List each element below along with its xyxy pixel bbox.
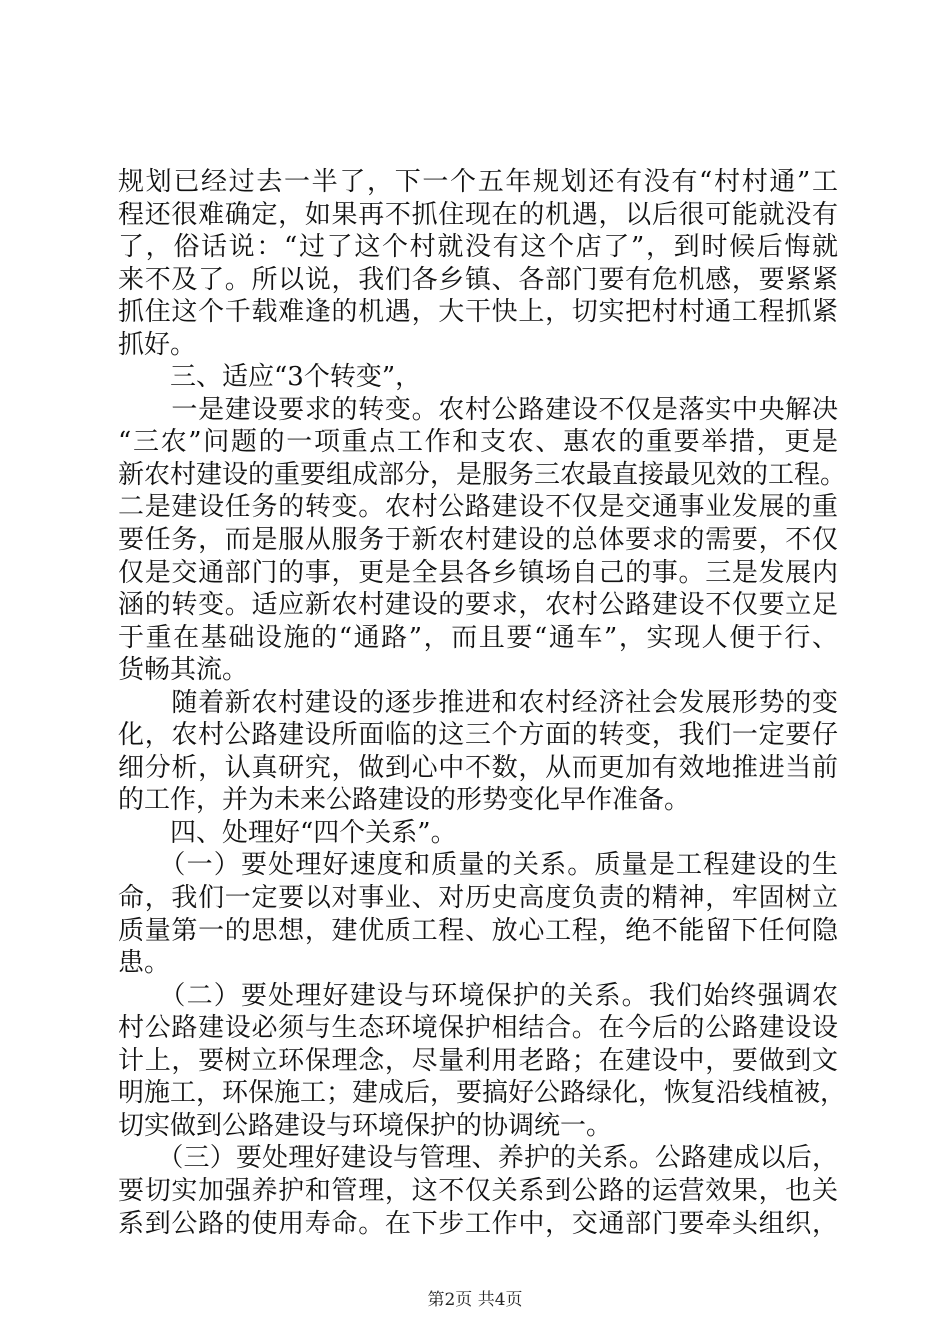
text-line: 患。 — [118, 948, 171, 979]
text-line: 一是建设要求的转变。农村公路建设不仅是落实中央解决 — [118, 394, 838, 425]
document-body — [118, 166, 847, 1240]
text-line: 系到公路的使用寿命。在下步工作中，交通部门要牵头组织， — [118, 1208, 838, 1239]
text-line: 抓住这个千载难逢的机遇，大干快上，切实把村村通工程抓紧 — [118, 297, 838, 328]
text-line: 随着新农村建设的逐步推进和农村经济社会发展形势的变 — [118, 687, 838, 718]
text-line: 化，农村公路建设所面临的这三个方面的转变，我们一定要仔 — [118, 720, 838, 751]
text-line: “三农”问题的一项重点工作和支农、惠农的重要举措，更是 — [118, 427, 838, 458]
text-line: 命，我们一定要以对事业、对历史高度负责的精神，牢固树立 — [118, 883, 838, 914]
text-line: 货畅其流。 — [118, 655, 249, 686]
text-line: 涵的转变。适应新农村建设的要求，农村公路建设不仅要立足 — [118, 590, 838, 621]
text-line: 切实做到公路建设与环境保护的协调统一。 — [118, 1110, 613, 1141]
section-heading: 三、适应“3个转变”， — [118, 362, 422, 393]
text-line: 细分析，认真研究，做到心中不数，从而更加有效地推进当前 — [118, 752, 838, 783]
text-line: （三）要处理好建设与管理、养护的关系。公路建成以后， — [118, 1143, 838, 1174]
section-heading: 四、处理好“四个关系”。 — [118, 817, 457, 848]
text-line: 明施工，环保施工；建成后，要搞好公路绿化，恢复沿线植被， — [118, 1078, 847, 1109]
text-line: 的工作，并为未来公路建设的形势变化早作准备。 — [118, 785, 691, 816]
text-line: 要任务，而是服从服务于新农村建设的总体要求的需要，不仅 — [118, 525, 838, 556]
text-line: 程还很难确定，如果再不抓住现在的机遇，以后很可能就没有 — [118, 199, 838, 230]
page-number-footer: 第2页 共4页 — [427, 1290, 523, 1310]
text-line: 规划已经过去一半了，下一个五年规划还有没有“村村通”工 — [118, 167, 838, 197]
text-line: （二）要处理好建设与环境保护的关系。我们始终强调农 — [118, 980, 838, 1011]
text-line: 仅是交通部门的事，更是全县各乡镇场自己的事。三是发展内 — [118, 557, 838, 588]
text-line: 质量第一的思想，建优质工程、放心工程，绝不能留下任何隐 — [118, 915, 838, 946]
text-line: 新农村建设的重要组成部分，是服务三农最直接最见效的工程。 — [118, 459, 847, 490]
text-line: 于重在基础设施的“通路”，而且要“通车”，实现人便于行、 — [118, 622, 838, 653]
text-line: 了，俗话说：“过了这个村就没有这个店了”，到时候后悔就 — [118, 232, 838, 263]
text-line: 村公路建设必须与生态环境保护相结合。在今后的公路建设设 — [118, 1013, 838, 1044]
text-line: 计上，要树立环保理念，尽量利用老路；在建设中，要做到文 — [118, 1045, 838, 1076]
text-line: 抓好。 — [118, 329, 197, 360]
text-line: 二是建设任务的转变。农村公路建设不仅是交通事业发展的重 — [118, 492, 838, 523]
text-line: （一）要处理好速度和质量的关系。质量是工程建设的生 — [118, 850, 838, 881]
text-line: 来不及了。所以说，我们各乡镇、各部门要有危机感，要紧紧 — [118, 264, 838, 295]
text-line: 要切实加强养护和管理，这不仅关系到公路的运营效果，也关 — [118, 1175, 838, 1206]
